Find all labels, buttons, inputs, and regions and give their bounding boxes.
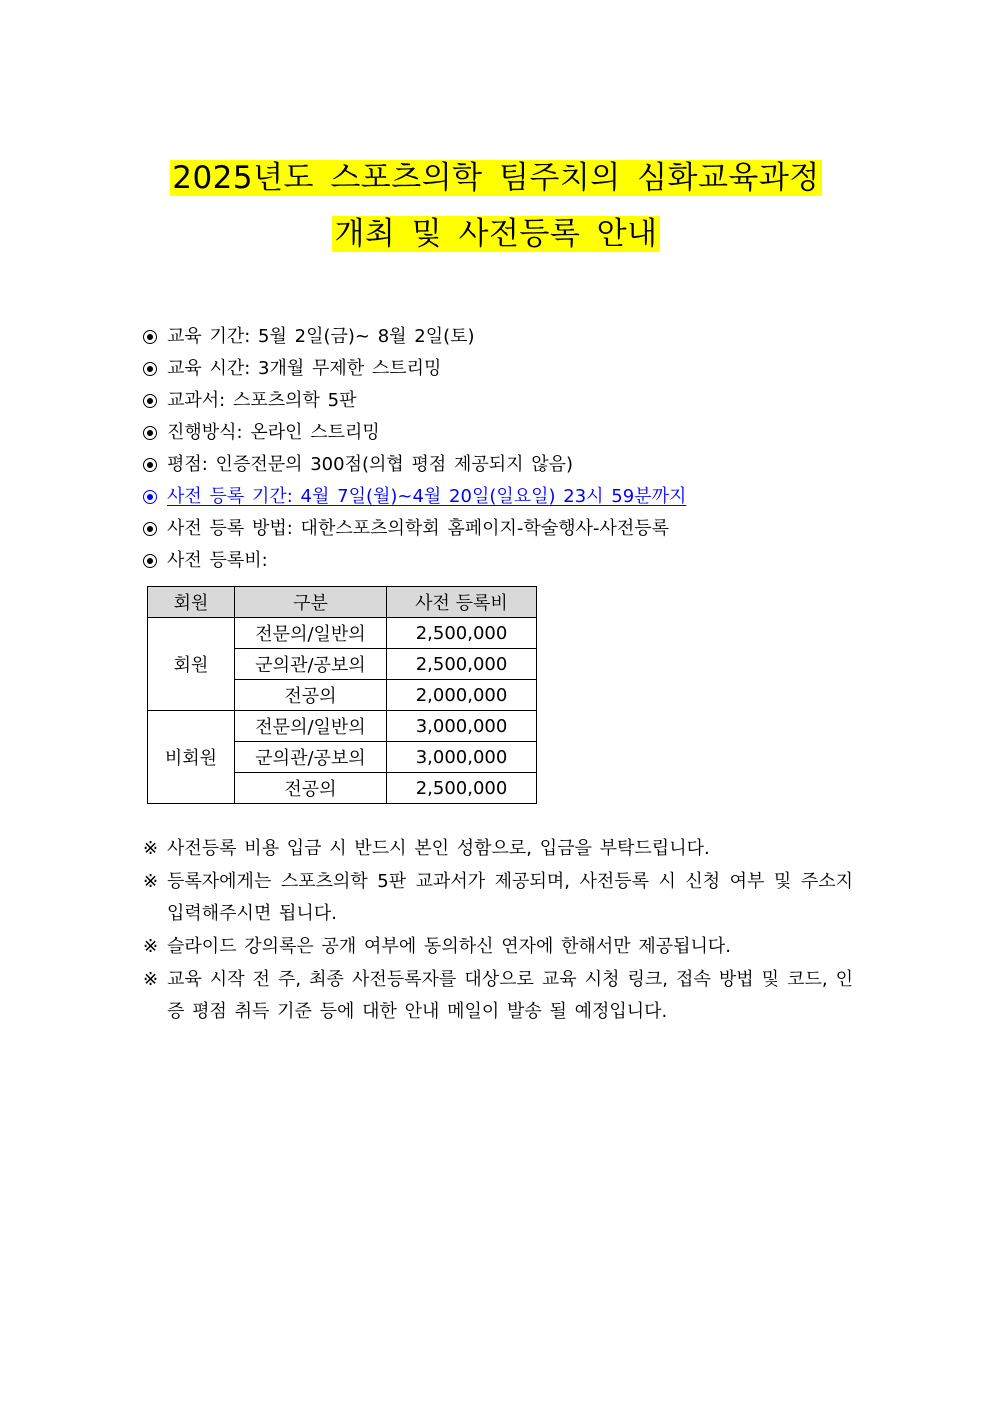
bullet-item: 교과서: 스포츠의학 5판 — [143, 385, 863, 417]
fee-cell: 2,500,000 — [387, 618, 537, 649]
bullet-circle-icon — [143, 458, 157, 472]
bullet-item: 사전 등록비: — [143, 545, 863, 577]
fee-cell: 2,000,000 — [387, 680, 537, 711]
note-item: ※ 슬라이드 강의록은 공개 여부에 동의하신 연자에 한해서만 제공됩니다. — [143, 931, 853, 963]
category-cell: 전문의/일반의 — [235, 618, 387, 649]
notes-list — [143, 833, 853, 1029]
fee-cell: 3,000,000 — [387, 711, 537, 742]
note-item: ※ 사전등록 비용 입금 시 반드시 본인 성함으로, 입금을 부탁드립니다. — [143, 833, 853, 865]
title-text-2: 개최 및 사전등록 안내 — [334, 216, 658, 252]
reference-mark-icon: ※ — [143, 936, 159, 957]
bullet-circle-icon — [143, 330, 157, 344]
table-row — [148, 618, 537, 649]
category-cell: 전공의 — [235, 680, 387, 711]
bullet-item: 교육 기간: 5월 2일(금)~ 8월 2일(토) — [143, 321, 863, 353]
fee-cell: 2,500,000 — [387, 649, 537, 680]
bullet-item-registration-period: 사전 등록 기간: 4월 7일(월)~4월 20일(일요일) 23시 59분까지 — [143, 481, 863, 513]
header-category: 구분 — [235, 587, 387, 618]
group-label-non-member: 비회원 — [148, 711, 235, 804]
bullet-circle-icon — [143, 394, 157, 408]
bullet-circle-icon — [143, 554, 157, 568]
bullet-item: 평점: 인증전문의 300점(의협 평점 제공되지 않음) — [143, 449, 863, 481]
header-fee: 사전 등록비 — [387, 587, 537, 618]
category-cell: 전공의 — [235, 773, 387, 804]
bullet-circle-icon — [143, 490, 157, 504]
bullet-circle-icon — [143, 426, 157, 440]
bullet-item: 사전 등록 방법: 대한스포츠의학회 홈페이지-학술행사-사전등록 — [143, 513, 863, 545]
title-text-1: 2025년도 스포츠의학 팀주치의 심화교육과정 — [172, 160, 820, 196]
title-line-2 — [0, 216, 992, 252]
category-cell: 전문의/일반의 — [235, 711, 387, 742]
note-item: ※ 등록자에게는 스포츠의학 5판 교과서가 제공되며, 사전등록 시 신청 여부 및 주소지 입력해주시면 됩니다. — [143, 866, 853, 930]
bullet-item: 교육 시간: 3개월 무제한 스트리밍 — [143, 353, 863, 385]
table-row — [148, 711, 537, 742]
group-label-member: 회원 — [148, 618, 235, 711]
bullet-circle-icon — [143, 362, 157, 376]
category-cell: 군의관/공보의 — [235, 649, 387, 680]
reference-mark-icon: ※ — [143, 969, 159, 990]
bullet-circle-icon — [143, 522, 157, 536]
reference-mark-icon: ※ — [143, 838, 159, 859]
title-line-1 — [0, 160, 992, 196]
bullet-item: 진행방식: 온라인 스트리밍 — [143, 417, 863, 449]
info-bullet-list — [143, 321, 863, 577]
note-item: ※ 교육 시작 전 주, 최종 사전등록자를 대상으로 교육 시청 링크, 접속 방법 및 코드, 인증 평점 취득 기준 등에 대한 안내 메일이 발송 될 예정입니다. — [143, 964, 853, 1028]
reference-mark-icon: ※ — [143, 871, 159, 892]
title-block — [0, 160, 992, 272]
fee-cell: 2,500,000 — [387, 773, 537, 804]
category-cell: 군의관/공보의 — [235, 742, 387, 773]
header-member: 회원 — [148, 587, 235, 618]
table-header-row — [148, 587, 537, 618]
fee-cell: 3,000,000 — [387, 742, 537, 773]
registration-fee-table — [147, 586, 537, 804]
